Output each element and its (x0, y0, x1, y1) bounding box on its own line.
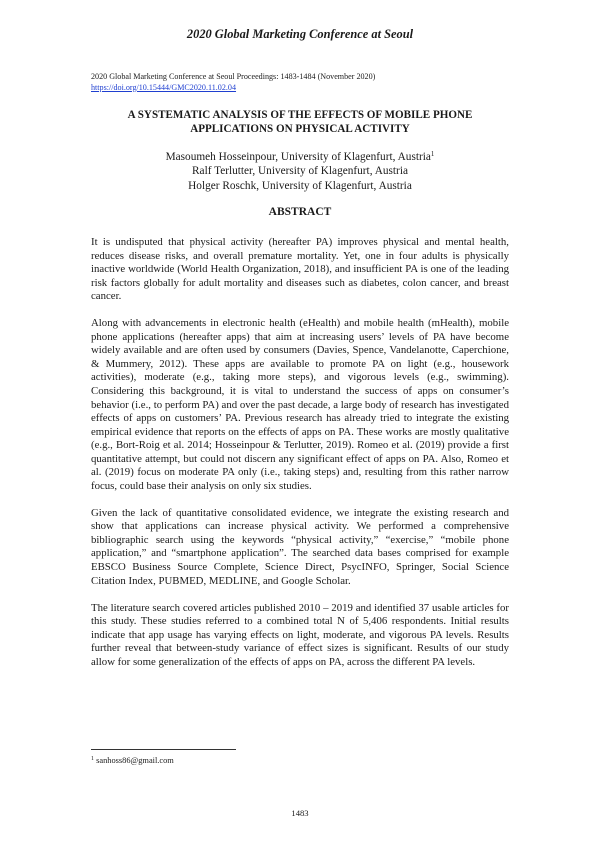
footnote-mark: 1 (91, 756, 94, 762)
title-line-1: A SYSTEMATIC ANALYSIS OF THE EFFECTS OF MOBILE PHONE (127, 109, 473, 121)
proceedings-citation: 2020 Global Marketing Conference at Seoul Proceedings: 1483-1484 (November 2020) (91, 72, 376, 81)
title-line-2: APPLICATIONS ON PHYSICAL ACTIVITY (190, 122, 410, 135)
abstract-paragraph-2: Along with advancements in electronic health (eHealth) and mobile health (mHealth), mobile phone applications (hereafter apps) that aim at increasing users’ levels of PA have become widely available and are often used by consumers (Davies, Spence, Vandelanotte, Caperchione, & Mummery, 2012). These apps are available to promote PA on light (e.g., housework activities), moderate (e.g., taking more steps), and vigorous levels (e.g., swimming). Considering this background, it is vital to understand the success of apps on consumer’s behavior (i.e., to perform PA) and over the past decade, a large body of research has investigated effects of apps on customers’ PA. Previous research has already tried to integrate the existing empirical evidence that reports on the effects of apps on PA. These works are mostly qualitative (e.g., Bort-Roig et al. 2014; Hosseinpour & Terlutter, 2019). Romeo et al. (2019) provide a first quantitative attempt, but could not discern any significant effect of apps on PA. Also, Romeo et al. (2019) focus on moderate PA only (i.e., taking steps) and, resulting from this rather narrow focus, could base their analysis on only six studies. (91, 317, 509, 492)
author-1-text: Masoumeh Hosseinpour, University of Klagenfurt, Austria (165, 151, 431, 163)
footnote (91, 756, 174, 765)
abstract-body (91, 236, 509, 683)
abstract-paragraph-3: Given the lack of quantitative consolidated evidence, we integrate the existing research and show that applications can increase physical activity. We performed a comprehensive bibliographic search using the keywords “physical activity,” “exercise,” “mobile phone application,” and “smartphone application”. The searched data bases comprised for example EBSCO Business Source Complete, Science Direct, PsycINFO, Springer, Social Science Citation Index, PUBMED, MEDLINE, and Google Scholar. (91, 506, 509, 587)
abstract-heading: ABSTRACT (268, 206, 332, 218)
proceedings-info (91, 72, 375, 93)
abstract-paragraph-4: The literature search covered articles published 2010 – 2019 and identified 37 usable articles for this study. These studies referred to a combined total N of 5,406 respondents. Initial results indicate that app usage has varying effects on light, moderate, and vigorous PA levels. Results further reveal that between-study variance of effect sizes is significant. Results of our study allow for some generalization of the effects of apps on PA, across the different PA levels. (91, 601, 509, 668)
doi-link[interactable]: https://doi.org/10.15444/GMC2020.11.02.04 (91, 82, 237, 92)
footnote-divider (91, 749, 236, 750)
abstract-paragraph-1: It is undisputed that physical activity (hereafter PA) improves physical and mental health, reduces disease risks, and overall premature mortality. Yet, one in four adults is physically inactive worldwide (World Health Organization, 2018), and insufficient PA is one of the leading risk factors globally for adult mortality and diseases such as diabetes, colon cancer, and breast cancer. (91, 236, 509, 303)
running-header: 2020 Global Marketing Conference at Seoul (186, 27, 414, 41)
author-2: Ralf Terlutter, University of Klagenfurt, Austria (192, 165, 408, 178)
paper-title (80, 109, 520, 136)
author-list (80, 150, 520, 193)
author-1 (80, 150, 520, 164)
page-number: 1483 (291, 808, 309, 818)
author-3: Holger Roschk, University of Klagenfurt, Austria (188, 179, 412, 192)
footnote-email: sanhoss86@gmail.com (96, 756, 174, 765)
author-1-footnote-mark: 1 (430, 150, 435, 158)
